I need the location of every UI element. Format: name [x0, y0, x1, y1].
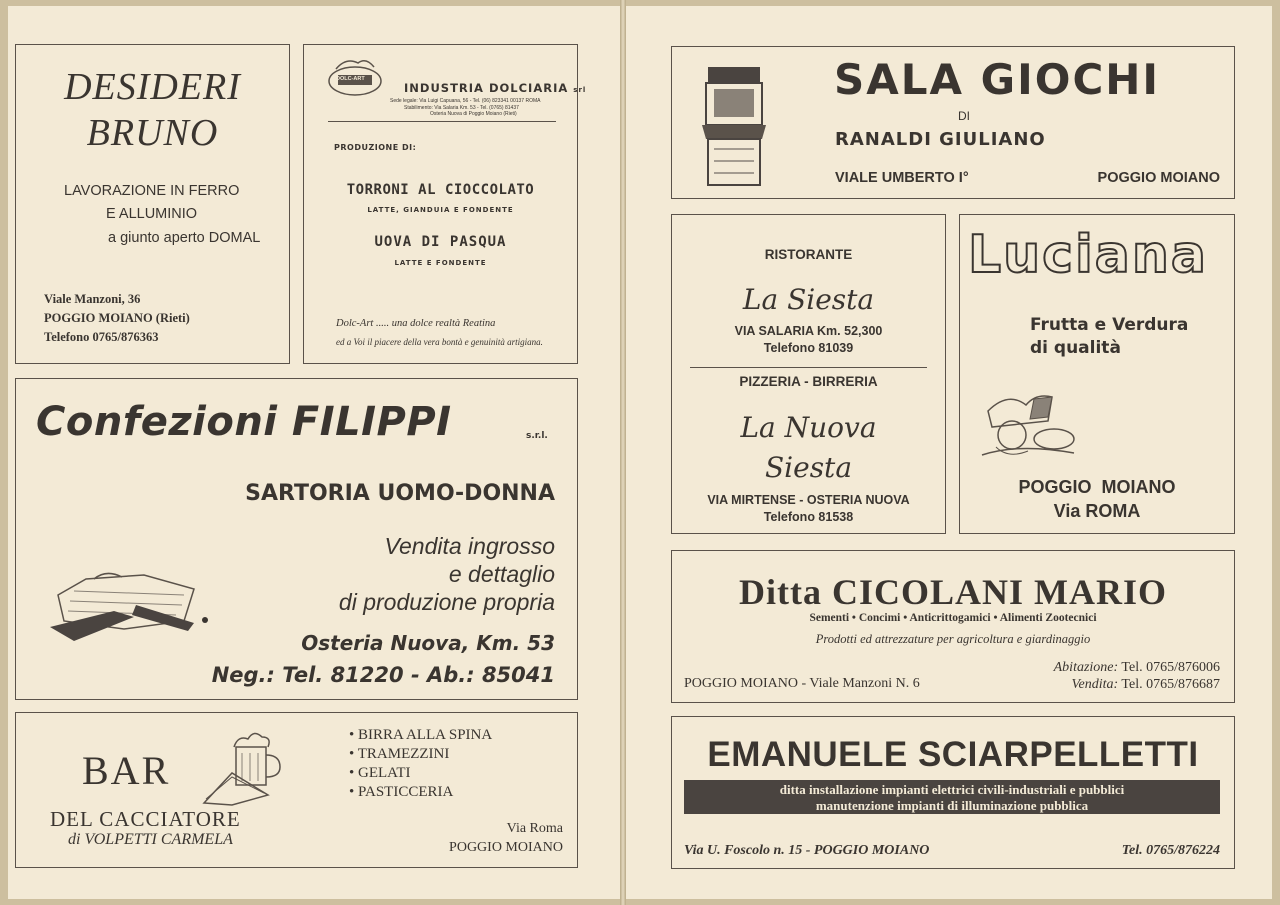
desideri-name-line1: DESIDERI — [64, 66, 241, 108]
luciana-ad — [959, 214, 1235, 534]
sala-title: SALA GIOCHI — [834, 55, 1161, 104]
luciana-line-1: Frutta e Verdura — [1030, 315, 1189, 335]
sciarpelletti-address: Via U. Foscolo n. 15 - POGGIO MOIANO — [684, 843, 930, 858]
filippi-address: Osteria Nuova, Km. 53 — [301, 631, 555, 655]
dolciaria-address-2: Stabilimento: Via Salaria Km. 53 - Tel. (0765) 81437 — [404, 105, 519, 111]
cicolani-vendita — [1072, 677, 1220, 693]
desideri-name-line2: BRUNO — [86, 112, 219, 154]
siesta-name-1: La Siesta — [742, 283, 875, 316]
luciana-name: Luciana — [968, 225, 1209, 285]
fruit-vegetables-icon — [978, 387, 1082, 463]
bar-item-3: • GELATI — [349, 765, 411, 781]
dolciaria-address-3: Osteria Nuova di Poggio Moiano (Rieti) — [430, 111, 517, 117]
dolciaria-address-1: Sede legale: Via Luigi Capuana, 56 - Tel. (06) 823341 00137 ROMA — [390, 98, 541, 104]
cicolani-abitazione — [1054, 660, 1220, 676]
bar-item-4: • PASTICCERIA — [349, 784, 454, 800]
siesta-label-2: PIZZERIA - BIRRERIA — [739, 374, 878, 389]
desideri-address-3: Telefono 0765/876363 — [44, 330, 159, 344]
filippi-subtitle: SARTORIA UOMO-DONNA — [245, 481, 555, 506]
sala-di: DI — [958, 109, 970, 123]
dolciaria-company-suffix: srl — [573, 86, 587, 94]
siesta-label-1: RISTORANTE — [764, 247, 853, 262]
bar-town: POGGIO MOIANO — [449, 840, 563, 855]
bar-item-1-label: BIRRA ALLA SPINA — [358, 727, 493, 743]
filippi-desc-2: e dettaglio — [448, 561, 555, 587]
filippi-suffix: s.r.l. — [526, 431, 548, 441]
sciarpelletti-ad — [671, 716, 1235, 869]
cicolani-vendita-tel: Tel. 0765/876687 — [1121, 677, 1220, 692]
desideri-service-3: a giunto aperto DOMAL — [108, 230, 261, 246]
bar-item-2: • TRAMEZZINI — [349, 746, 450, 762]
sala-town: POGGIO MOIANO — [1097, 170, 1220, 186]
desideri-ad — [15, 44, 290, 364]
siesta-tel-1: Telefono 81039 — [763, 341, 854, 355]
bar-item-1: • BIRRA ALLA SPINA — [349, 727, 493, 743]
bar-owner: di VOLPETTI CARMELA — [68, 831, 233, 848]
filippi-phones: Neg.: Tel. 81220 - Ab.: 85041 — [211, 663, 555, 687]
siesta-name-2b: Siesta — [764, 451, 853, 484]
sciarpelletti-line-1: ditta installazione impianti elettrici civili-industriali e pubblici — [779, 782, 1125, 797]
siesta-divider — [690, 367, 927, 368]
sala-owner: RANALDI GIULIANO — [835, 129, 1046, 150]
filippi-desc-3: di produzione propria — [338, 589, 555, 615]
cicolani-vendita-label: Vendita: — [1071, 677, 1119, 692]
siesta-tel-2: Telefono 81538 — [763, 510, 854, 524]
dolciaria-product-2-sub: LATTE E FONDENTE — [394, 259, 487, 267]
dolciaria-company-name: INDUSTRIA DOLCIARIA — [404, 81, 569, 95]
shirt-illustration-icon — [44, 565, 214, 645]
luciana-line-2: di qualità — [1030, 338, 1121, 358]
bar-item-4-label: PASTICCERIA — [358, 784, 454, 800]
dolciaria-production-label: PRODUZIONE DI: — [334, 143, 417, 152]
bar-ad — [15, 712, 578, 868]
luciana-street: Via ROMA — [1053, 501, 1141, 521]
dolciaria-company — [404, 81, 586, 95]
cicolani-address: POGGIO MOIANO - Viale Manzoni N. 6 — [684, 676, 920, 691]
dolciaria-ad — [303, 44, 587, 364]
siesta-address-2: VIA MIRTENSE - OSTERIA NUOVA — [707, 493, 910, 507]
filippi-ad — [15, 378, 578, 700]
sala-street: VIALE UMBERTO I° — [835, 170, 969, 186]
desideri-service-1: LAVORAZIONE IN FERRO — [64, 183, 240, 199]
sciarpelletti-line-2: manutenzione impianti di illuminazione pubblica — [815, 798, 1089, 813]
cicolani-abitazione-tel: Tel. 0765/876006 — [1121, 660, 1220, 675]
siesta-ad — [671, 214, 946, 534]
cicolani-title: Ditta CICOLANI MARIO — [739, 572, 1167, 612]
cicolani-ad — [671, 550, 1235, 703]
sciarpelletti-banner — [684, 780, 1220, 814]
sala-giochi-ad — [671, 46, 1235, 199]
filippi-bullet — [202, 617, 208, 623]
desideri-address-2: POGGIO MOIANO (Rieti) — [44, 311, 190, 325]
dolcart-logo-text: DOLC-ART — [336, 76, 365, 82]
dolciaria-product-2: UOVA DI PASQUA — [374, 234, 507, 250]
arcade-cabinet-icon — [700, 65, 768, 187]
desideri-service-2: E ALLUMINIO — [106, 206, 198, 222]
cicolani-subtitle: Prodotti ed attrezzature per agricoltura e giardinaggio — [815, 632, 1091, 646]
cicolani-products: Sementi • Concimi • Anticrittogamici • Alimenti Zootecnici — [809, 612, 1097, 624]
siesta-address-1: VIA SALARIA Km. 52,300 — [734, 324, 883, 338]
bar-street: Via Roma — [506, 821, 563, 836]
desideri-address-1: Viale Manzoni, 36 — [44, 292, 141, 306]
sciarpelletti-name: EMANUELE SCIARPELLETTI — [707, 735, 1199, 774]
beer-sandwich-icon — [202, 725, 286, 807]
filippi-name: Confezioni FILIPPI — [36, 399, 452, 445]
luciana-town: POGGIO MOIANO — [1018, 477, 1176, 497]
filippi-desc-1: Vendita ingrosso — [384, 533, 555, 559]
sciarpelletti-tel: Tel. 0765/876224 — [1121, 843, 1220, 858]
bar-item-2-label: TRAMEZZINI — [357, 746, 450, 762]
cicolani-abitazione-label: Abitazione: — [1053, 660, 1119, 675]
bar-name: DEL CACCIATORE — [50, 807, 241, 831]
dolciaria-product-1: TORRONI AL CIOCCOLATO — [346, 182, 535, 198]
dolciaria-product-1-sub: LATTE, GIANDUIA E FONDENTE — [367, 206, 514, 214]
dolciaria-slogan-2: ed a Voi il piacere della vera bontà e genuinità artigiana. — [336, 337, 543, 347]
siesta-name-2a: La Nuova — [740, 411, 877, 444]
dolciaria-divider — [328, 121, 556, 122]
dolciaria-slogan-1: Dolc-Art ..... una dolce realtà Reatina — [336, 318, 496, 329]
bar-title: BAR — [82, 748, 171, 793]
bar-item-3-label: GELATI — [358, 765, 411, 781]
